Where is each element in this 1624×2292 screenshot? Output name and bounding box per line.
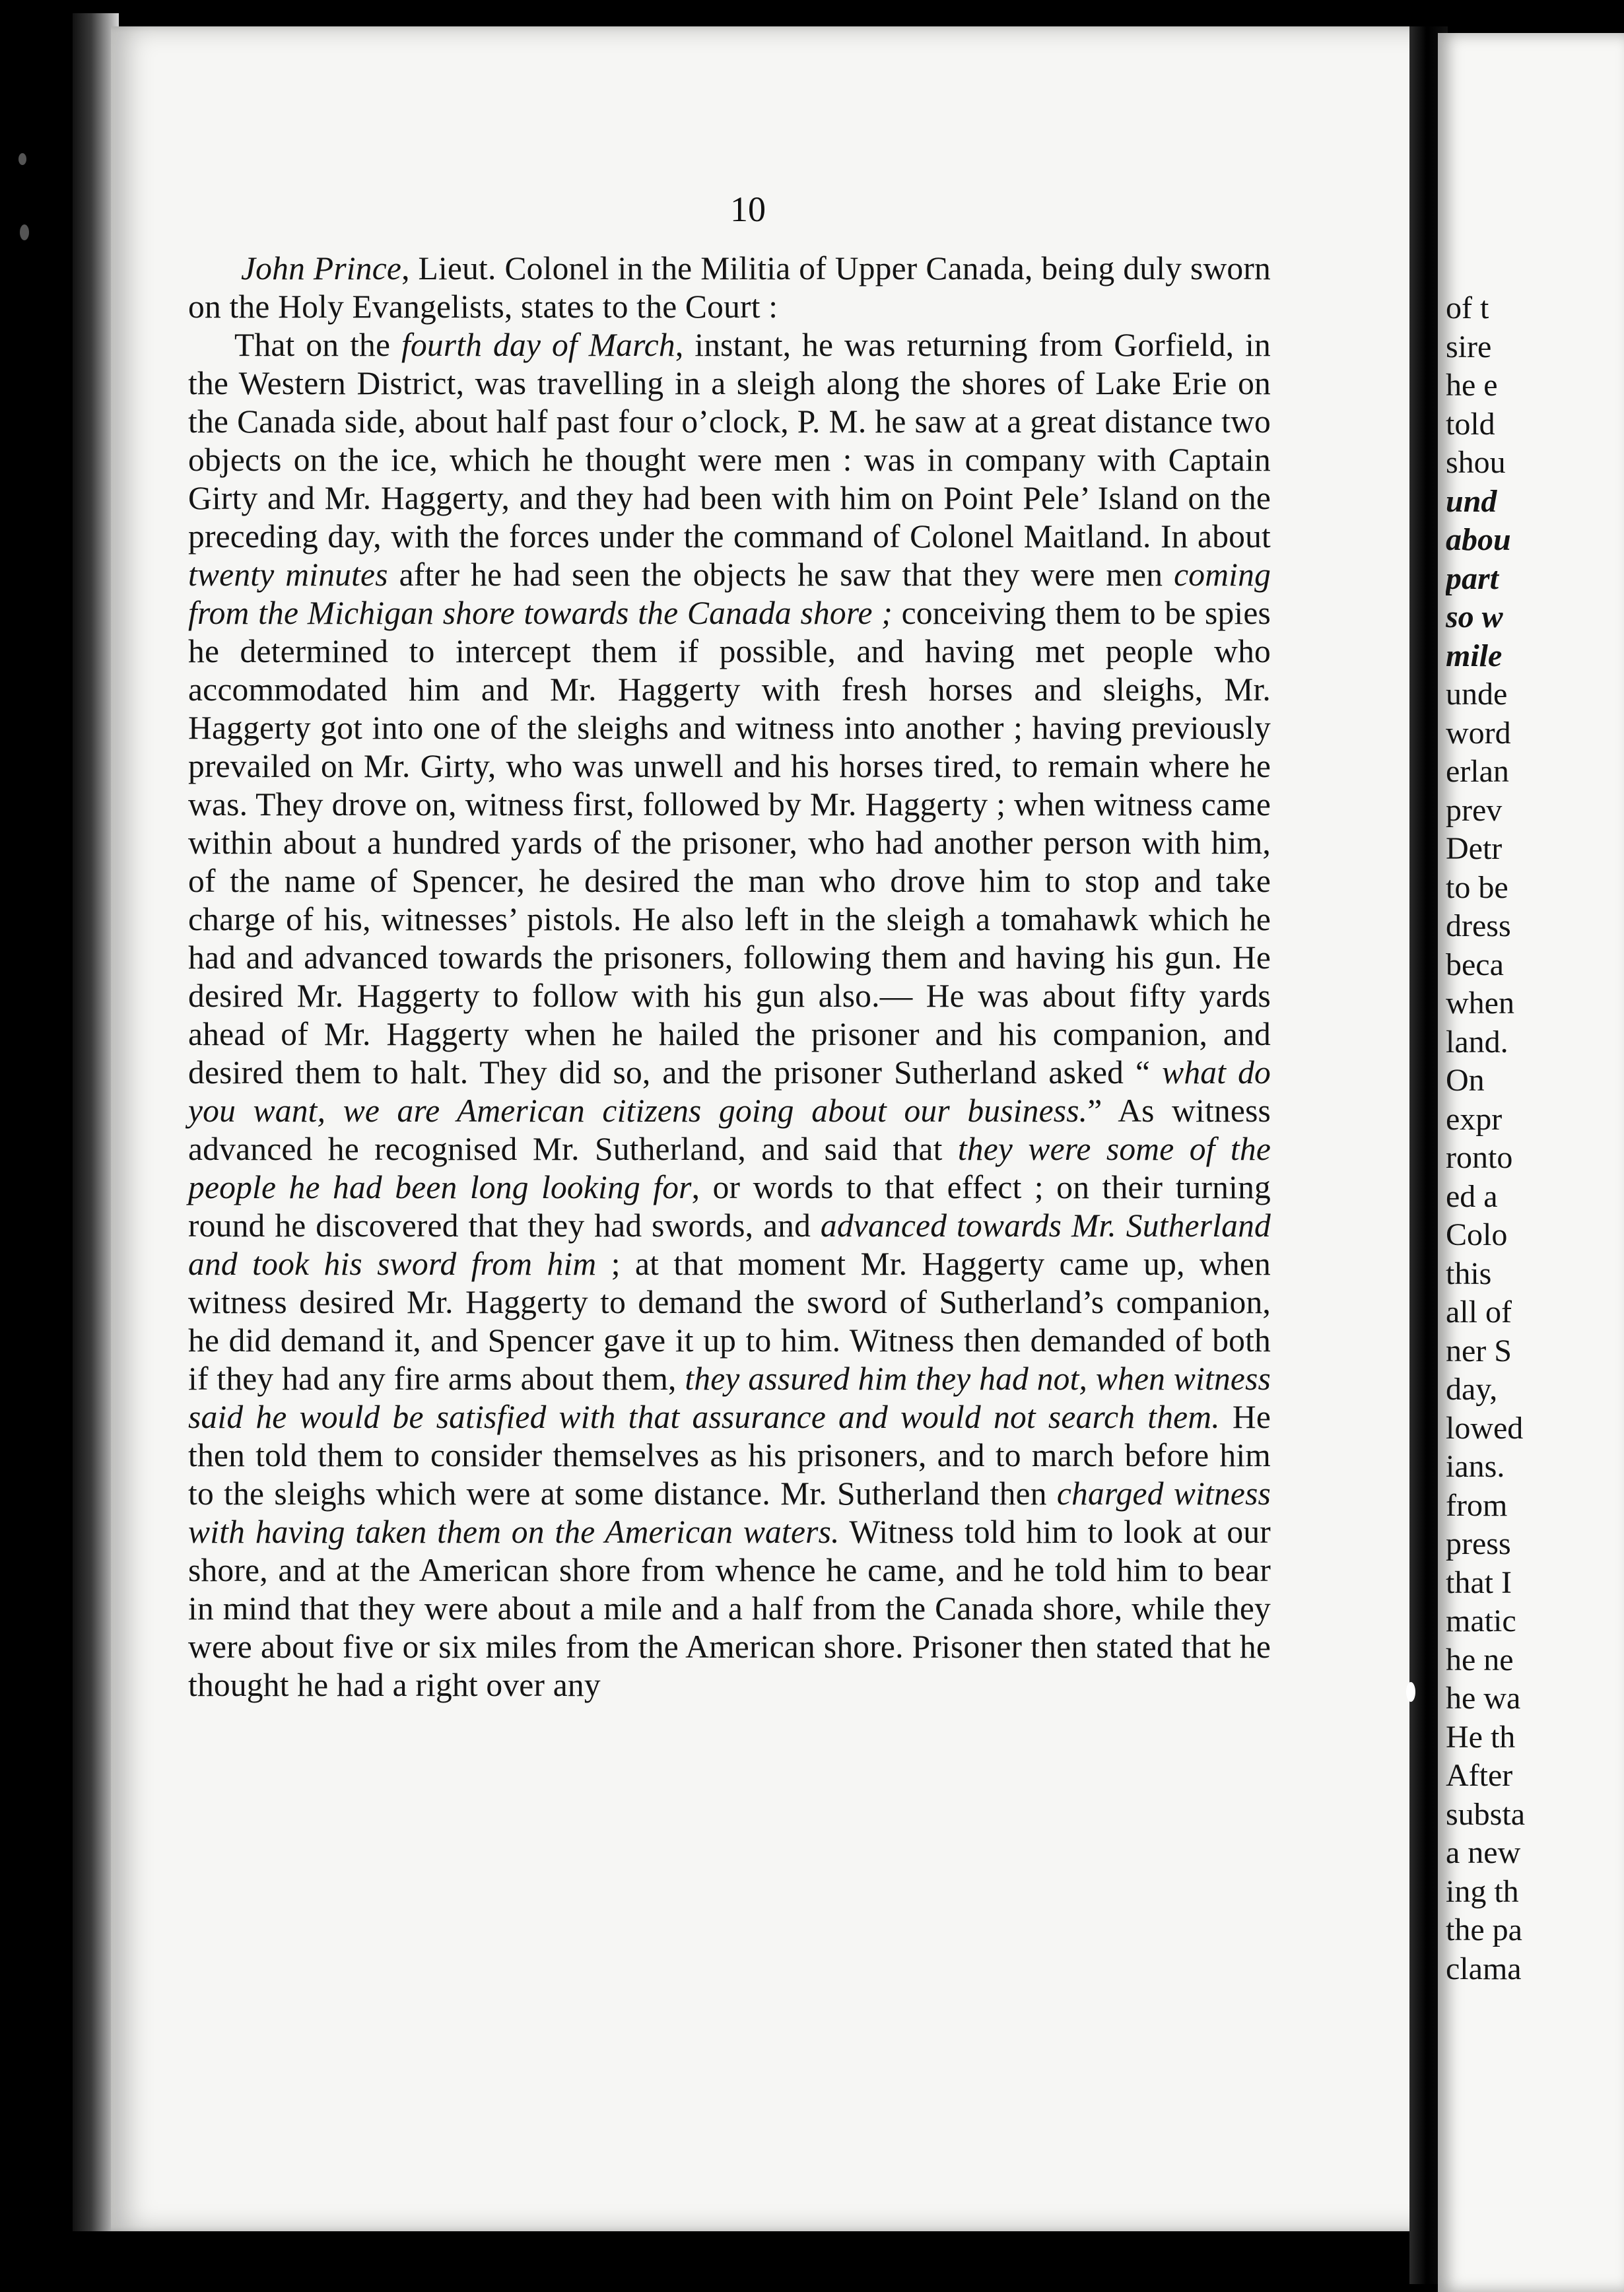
text-run: He then told them to consider themselves as his prisoners, and to march before him to the sleighs which were at some distance. Mr. Sutherland then (188, 1399, 1271, 1512)
right-page-line: He th (1446, 1719, 1516, 1755)
right-page-line: ed a (1446, 1178, 1498, 1214)
right-page-line: when (1446, 986, 1514, 1021)
right-page-line: shou (1446, 445, 1506, 480)
italic-run: charged witness with having taken them on the American waters. (188, 1475, 1271, 1550)
right-page-line: sire (1446, 329, 1492, 364)
right-page-line: this (1446, 1256, 1492, 1291)
italic-run: what do you want, we are American citizens going about our business. (188, 1054, 1271, 1129)
body-text (188, 250, 1271, 1704)
right-page-line: substa (1446, 1796, 1525, 1832)
right-page-line: land. (1446, 1024, 1508, 1060)
right-page-line: prev (1446, 792, 1503, 828)
right-page-line: ner S (1446, 1333, 1512, 1368)
italic-run: advanced towards Mr. Sutherland and took his sword from him (188, 1207, 1271, 1282)
scan-speck (18, 153, 26, 165)
right-page-line: so w (1446, 599, 1503, 634)
right-page-line: a new (1446, 1835, 1521, 1870)
right-page-line: unde (1446, 677, 1508, 712)
right-page-line: word (1446, 715, 1511, 751)
right-page-line: ronto (1446, 1140, 1513, 1175)
right-page-line: On (1446, 1063, 1485, 1098)
italic-run: John Prince (241, 250, 402, 286)
text-run: , or words to that effect ; on their turning round he discovered that they had swords, and (188, 1169, 1271, 1244)
right-page-line: After (1446, 1758, 1513, 1793)
right-page-text (1446, 289, 1624, 1988)
right-page-line: ing th (1446, 1873, 1519, 1909)
right-page-line: Detr (1446, 831, 1503, 866)
text-run: , Lieut. Colonel in the Militia of Upper Canada, being duly sworn on the Holy Evangelists, states to the Court : (188, 250, 1271, 325)
right-page-line: the pa (1446, 1912, 1522, 1947)
right-page-line: told (1446, 406, 1495, 442)
right-page-line: mile (1446, 638, 1503, 673)
right-page-line: he e (1446, 368, 1498, 403)
right-page-line: matic (1446, 1603, 1516, 1638)
italic-run: fourth day of March (401, 327, 675, 363)
right-page-line: press (1446, 1526, 1511, 1561)
right-page-line: that I (1446, 1565, 1512, 1600)
right-page-line: he ne (1446, 1642, 1514, 1677)
right-page-line: beca (1446, 947, 1504, 982)
text-run: , instant, he was returning from Gorfield, in the Western District, was travelling in a sleigh along the shores of Lake Erie on the Canada side, about half past four o’clock, P. M. he saw at a great distance two objects on the ice, which he thought were men : was in company with Captain Girty and Mr. Haggerty, and they had been with him on Point Pele’ Island on the preceding day, with the forces under the command of Colonel Maitland. In about (188, 327, 1271, 555)
paragraph-prince-sworn (188, 250, 1271, 326)
right-page-line: dress (1446, 908, 1511, 943)
text-run: ” As witness advanced he recognised Mr. Sutherland, and said that (188, 1093, 1271, 1167)
right-page-line: erlan (1446, 754, 1509, 789)
right-page-line: he wa (1446, 1681, 1521, 1716)
right-page-line: abou (1446, 522, 1511, 557)
text-run: ; at that moment Mr. Haggerty came up, when witness desired Mr. Haggerty to demand the sword of Sutherland’s companion, he did demand it, and Spencer gave it up to him. Witness then demanded of both if they had any fire arms about them, (188, 1246, 1271, 1397)
scan-speck (1406, 1682, 1415, 1702)
paragraph-testimony (188, 326, 1271, 1704)
right-page-line: clama (1446, 1951, 1522, 1986)
text-run: conceiving them to be spies he determined to intercept them if possible, and having met people who accommodated him and Mr. Haggerty with fresh horses and sleighs, Mr. Haggerty got into one of the sleighs and witness into another ; having previously prevailed on Mr. Girty, who was unwell and his horses tired, to remain where he was. They drove on, witness first, followed by Mr. Haggerty ; when witness came within about a hundred yards of the prisoner, who had another person with him, of the name of Spencer, he desired the man who drove him to stop and take charge of his, witnesses’ pistols. He also left in the sleigh a tomahawk which he had and advanced towards the prisoners, following them and having his gun. He desired Mr. Haggerty to follow with his gun also.— He was about fifty yards ahead of Mr. Haggerty when he hailed the prisoner and his companion, and desired them to halt. They did so, and the prisoner Sutherland asked “ (188, 595, 1271, 1091)
right-page-line: day, (1446, 1372, 1498, 1407)
text-run: That on the (234, 327, 401, 363)
right-page-line: expr (1446, 1101, 1503, 1137)
scan-speck (20, 224, 29, 240)
right-page-line: all of (1446, 1295, 1512, 1330)
italic-run: they were some of the people he had been long looking for (188, 1131, 1271, 1205)
right-page-line: to be (1446, 869, 1508, 905)
right-page-line: Colo (1446, 1217, 1508, 1252)
italic-run: twenty minutes (188, 556, 388, 593)
right-page-line: part (1446, 560, 1499, 596)
right-page-line: from (1446, 1487, 1508, 1523)
right-page-line: und (1446, 483, 1497, 519)
text-run: after he had seen the objects he saw that they were men (388, 556, 1174, 593)
right-page-line: ians. (1446, 1449, 1505, 1484)
italic-run: they assured him they had not, when witness said he would be satisfied with that assurance and would not search them. (188, 1361, 1271, 1435)
right-page-line: of t (1446, 290, 1489, 325)
page-number: 10 (730, 189, 766, 229)
text-run: Witness told him to look at our shore, and at the American shore from whence he came, and he told him to bear in mind that they were about a mile and a half from the Canada shore, while they were about five or six miles from the American shore. Prisoner then stated that he thought he had a right over any (188, 1514, 1271, 1703)
right-page-line: lowed (1446, 1410, 1524, 1446)
italic-run: coming from the Michigan shore towards the Canada shore ; (188, 556, 1271, 631)
